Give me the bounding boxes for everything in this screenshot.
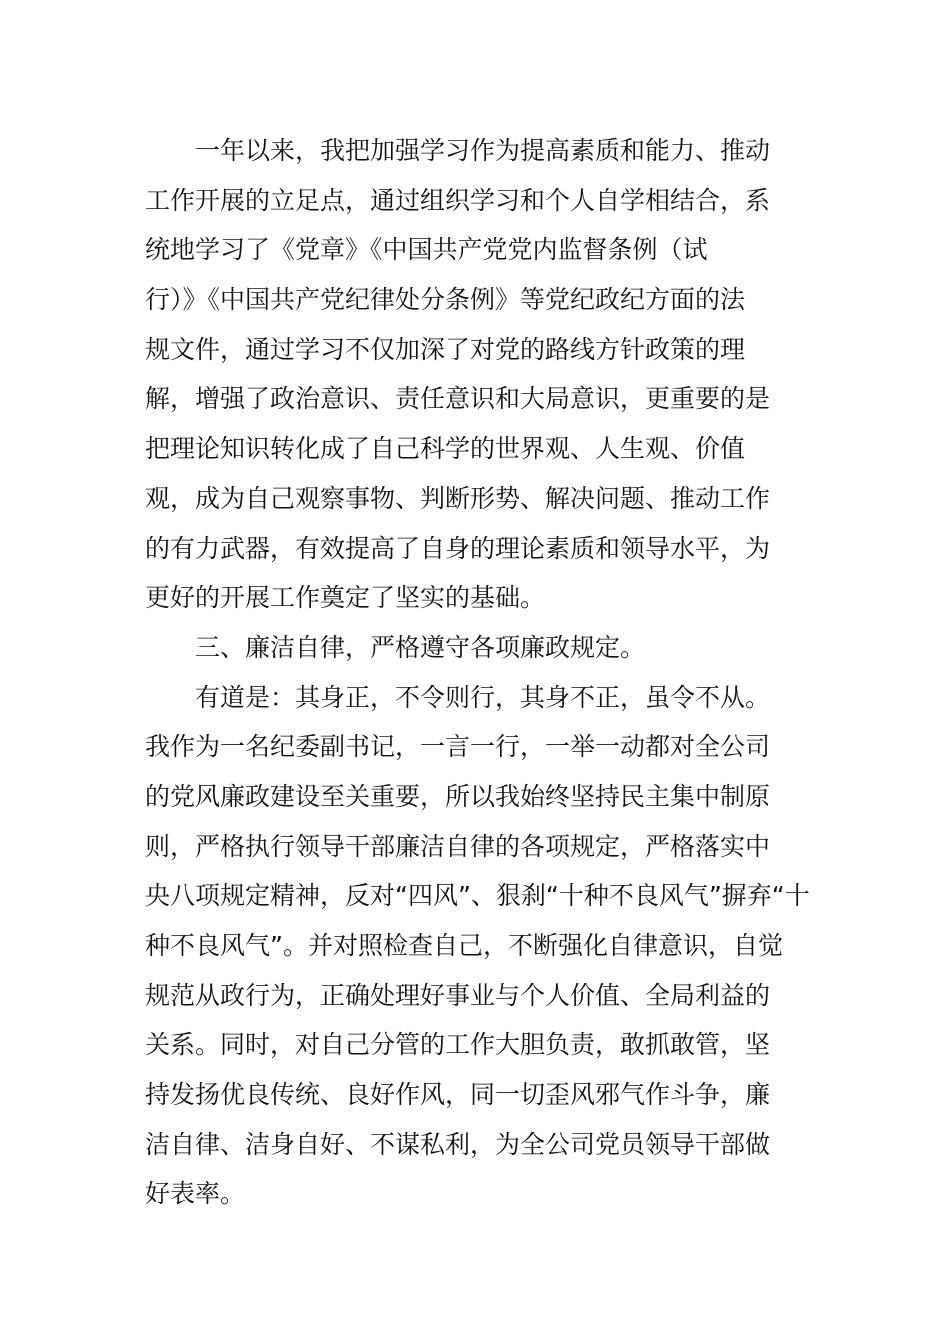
- paragraph-integrity-line: 则，严格执行领导干部廉洁自律的各项规定，严格落实中: [145, 831, 771, 861]
- paragraph-integrity-line: 我作为一名纪委副书记，一言一行，一举一动都对全公司: [145, 732, 771, 762]
- paragraph-integrity-line: 规范从政行为，正确处理好事业与个人价值、全局利益的: [145, 980, 771, 1010]
- document-body: [145, 126, 810, 1219]
- paragraph-integrity-line: 关系。同时，对自己分管的工作大胆负责，敢抓敢管，坚: [145, 1030, 771, 1060]
- paragraph-study-line: 工作开展的立足点，通过组织学习和个人自学相结合，系: [145, 185, 771, 215]
- paragraph-study-line: 行）》《中国共产党纪律处分条例》等党纪政纪方面的法: [145, 285, 746, 315]
- paragraph-study-line: 的有力武器，有效提高了自身的理论素质和领导水平，为: [145, 533, 771, 563]
- paragraph-study-line: 一年以来，我把加强学习作为提高素质和能力、推动: [195, 136, 771, 165]
- paragraph-integrity-line: 好表率。: [145, 1179, 246, 1209]
- paragraph-integrity-line: 洁自律、洁身自好、不谋私利，为全公司党员领导干部做: [145, 1129, 771, 1159]
- section-heading: 三、廉洁自律，严格遵守各项廉政规定。: [195, 632, 646, 662]
- paragraph-study-line: 更好的开展工作奠定了坚实的基础。: [145, 583, 546, 613]
- paragraph-study-line: 观，成为自己观察事物、判断形势、解决问题、推动工作: [145, 483, 771, 513]
- paragraph-study-line: 统地学习了《党章》《中国共产党党内监督条例（试: [145, 235, 708, 265]
- paragraph-integrity-line: 有道是：其身正，不令则行，其身不正，虽令不从。: [195, 682, 771, 712]
- paragraph-integrity-line: 的党风廉政建设至关重要，所以我始终坚持民主集中制原: [145, 781, 771, 811]
- paragraph-study-line: 规文件，通过学习不仅加深了对党的路线方针政策的理: [145, 334, 746, 364]
- paragraph-study-line: 解，增强了政治意识、责任意识和大局意识，更重要的是: [145, 384, 771, 414]
- paragraph-integrity-line: 持发扬优良传统、良好作风，同一切歪风邪气作斗争，廉: [145, 1080, 771, 1110]
- paragraph-integrity-line: 央八项规定精神，反对“四风”、狠刹“十种不良风气”摒弃“十: [145, 881, 810, 911]
- paragraph-integrity-line: 种不良风气”。并对照检查自己，不断强化自律意识，自觉: [145, 931, 783, 960]
- paragraph-study-line: 把理论知识转化成了自己科学的世界观、人生观、价值: [145, 434, 746, 464]
